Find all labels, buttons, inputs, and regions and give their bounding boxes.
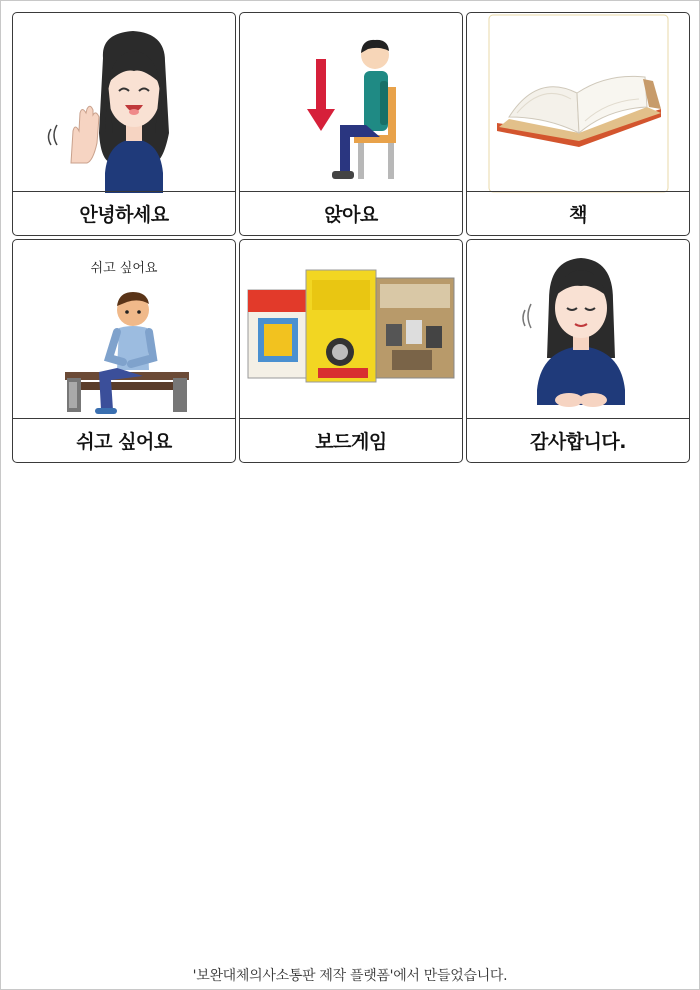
card-label: 쉬고 싶어요 — [13, 418, 235, 462]
person-resting-on-bench-icon — [13, 240, 235, 420]
card-label: 앉아요 — [240, 191, 462, 235]
card-label: 보드게임 — [240, 418, 462, 462]
card-hello[interactable] — [12, 12, 236, 236]
person-waving-icon — [13, 13, 235, 193]
card-thank-you[interactable] — [466, 239, 690, 463]
card-book[interactable] — [466, 12, 690, 236]
board-game-boxes-icon — [240, 240, 462, 420]
person-bowing-icon — [467, 240, 689, 420]
card-sit[interactable] — [239, 12, 463, 236]
card-label: 감사합니다. — [467, 418, 689, 462]
person-sitting-down-icon — [240, 13, 462, 193]
card-board-game[interactable] — [239, 239, 463, 463]
card-label: 안녕하세요 — [13, 191, 235, 235]
open-book-icon — [467, 13, 689, 193]
card-rest[interactable] — [12, 239, 236, 463]
picture-caption: 쉬고 싶어요 — [90, 261, 158, 276]
card-label: 책 — [467, 191, 689, 235]
aac-board — [12, 12, 690, 466]
footer-credit: '보완대체의사소통판 제작 플랫폼'에서 만들었습니다. — [192, 968, 508, 984]
